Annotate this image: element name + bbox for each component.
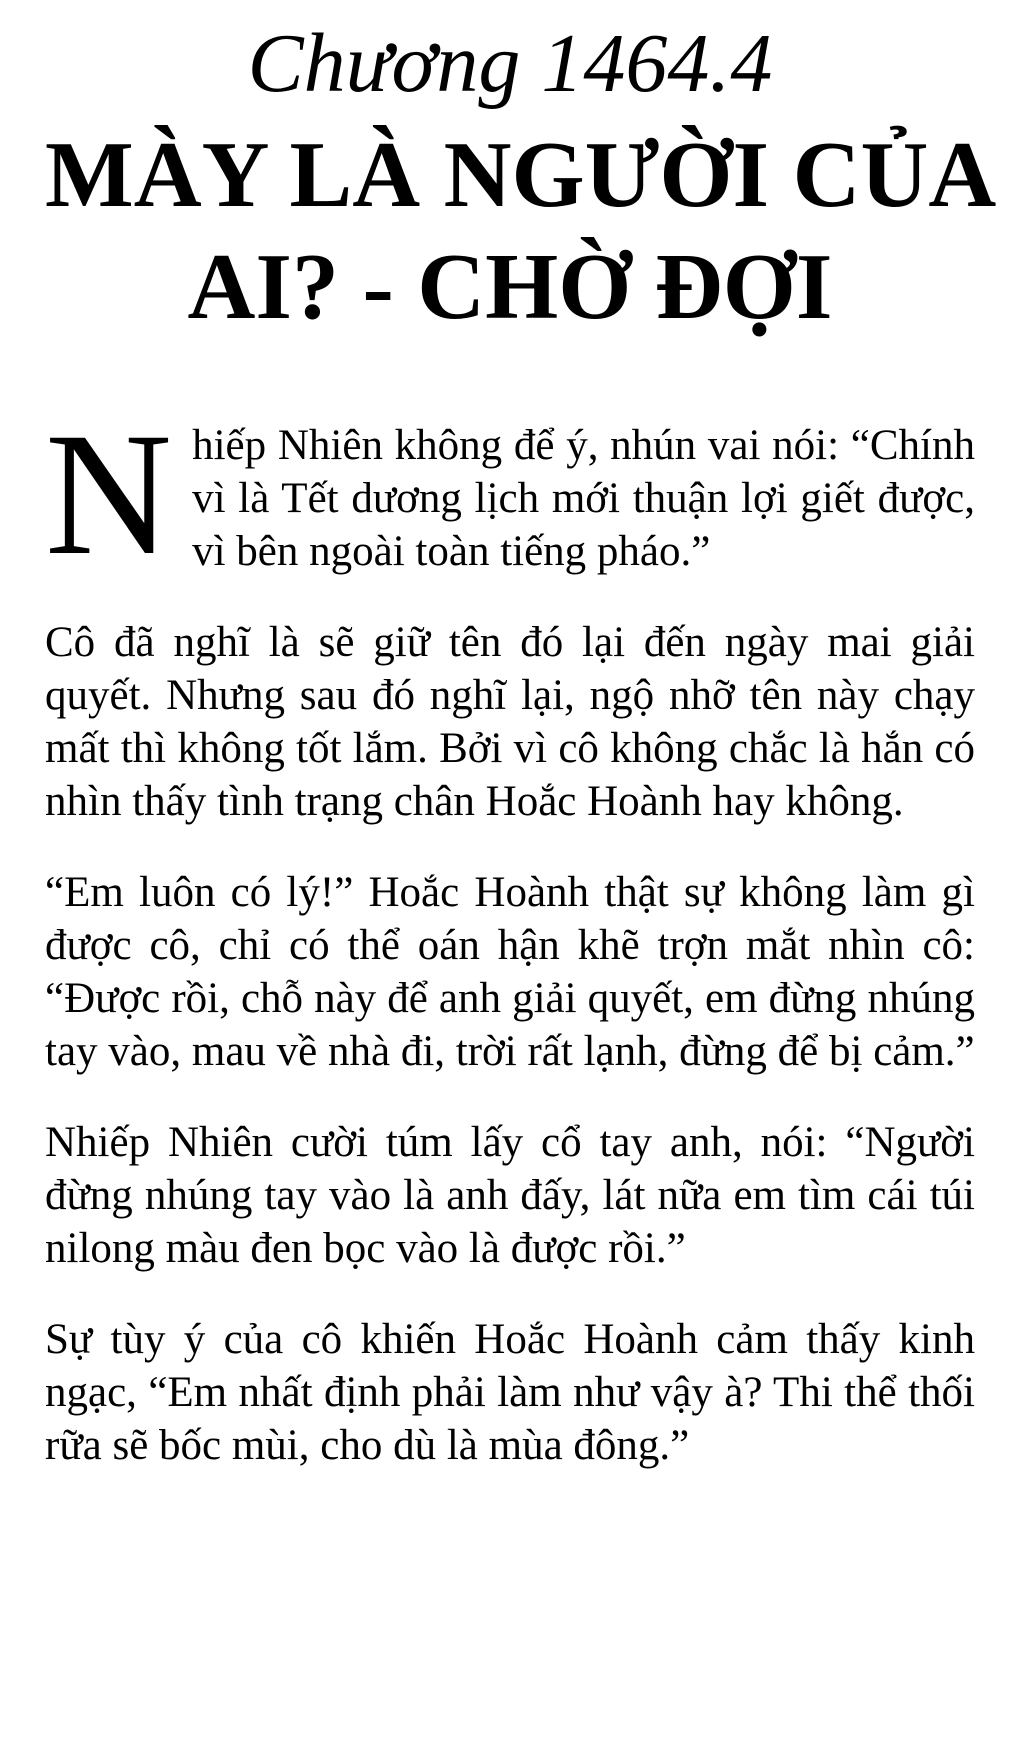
paragraph-1-text: hiếp Nhiên không để ý, nhún vai nói: “Chính vì là Tết dương lịch mới thuận lợi giết được, vì bên ngoài toàn tiếng pháo.” xyxy=(192,421,975,575)
paragraph-3: “Em luôn có lý!” Hoắc Hoành thật sự không làm gì được cô, chỉ có thể oán hận khẽ trợn mắt nhìn cô: “Được rồi, chỗ này để anh giải quyết, em đừng nhúng tay vào, mau về nhà đi, trời rất lạnh, đừng để bị cảm.” xyxy=(45,868,975,1075)
paragraph-2: Cô đã nghĩ là sẽ giữ tên đó lại đến ngày mai giải quyết. Nhưng sau đó nghĩ lại, ngộ nhỡ tên này chạy mất thì không tốt lắm. Bởi vì cô không chắc là hắn có nhìn thấy tình trạng chân Hoắc Hoành hay không. xyxy=(45,618,975,825)
chapter-body xyxy=(45,396,975,1472)
drop-cap: N xyxy=(45,396,173,592)
chapter-title-line-1: MÀY LÀ NGƯỜI CỦA xyxy=(45,122,997,227)
paragraph-1 xyxy=(45,396,975,592)
paragraph-4: Nhiếp Nhiên cười túm lấy cổ tay anh, nói: “Người đừng nhúng tay vào là anh đấy, lát nữa em tìm cái túi nilong màu đen bọc vào là được rồi.” xyxy=(45,1118,975,1272)
chapter-title xyxy=(45,119,997,343)
chapter-title-line-2: AI? - CHỜ ĐỢI xyxy=(187,234,833,339)
chapter-number: Chương 1464.4 xyxy=(247,17,773,110)
paragraph-5: Sự tùy ý của cô khiến Hoắc Hoành cảm thấy kinh ngạc, “Em nhất định phải làm như vậy à? Thi thể thối rữa sẽ bốc mùi, cho dù là mùa đông.” xyxy=(45,1315,975,1469)
